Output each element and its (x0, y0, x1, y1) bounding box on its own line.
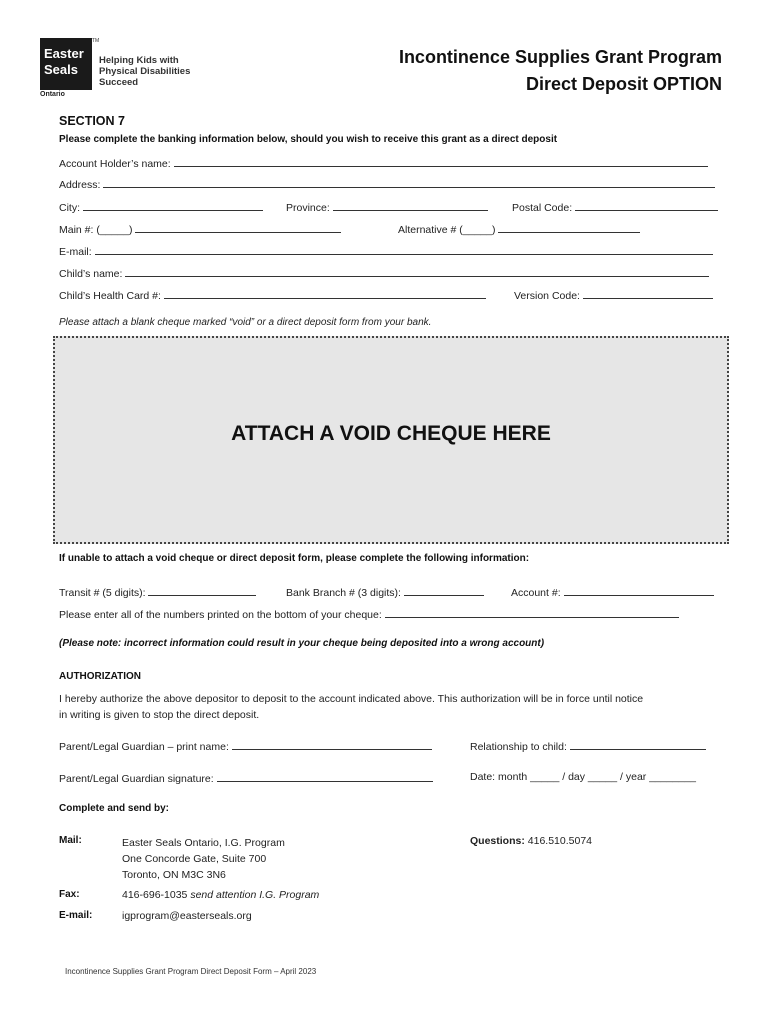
guardian-print-field[interactable] (232, 739, 432, 750)
relationship-label: Relationship to child: (470, 741, 567, 753)
unable-heading: If unable to attach a void cheque or direct deposit form, please complete the following information: (59, 553, 530, 564)
title-line-1: Incontinence Supplies Grant Program (398, 47, 722, 67)
address-row (59, 177, 715, 191)
date-field[interactable]: Date: month _____ / day _____ / year ________ (470, 771, 696, 783)
logo-tagline (99, 55, 190, 88)
branch-label: Bank Branch # (3 digits): (286, 587, 401, 599)
page-footer: Incontinence Supplies Grant Program Direct Deposit Form – April 2023 (65, 967, 317, 976)
fax-note: send attention I.G. Program (190, 889, 320, 901)
tagline-line-2: Physical Disabilities (99, 66, 191, 77)
authorization-heading: AUTHORIZATION (59, 671, 142, 682)
account-number-field[interactable] (564, 585, 714, 596)
cheque-numbers-row (59, 607, 679, 621)
account-holder-row (59, 156, 708, 170)
void-cheque-label: ATTACH A VOID CHEQUE HERE (231, 422, 551, 445)
questions-label: Questions: (470, 835, 525, 847)
postal-label: Postal Code: (512, 202, 573, 214)
void-cheque-area (53, 336, 729, 544)
transit-row (59, 585, 256, 599)
address-field[interactable] (103, 177, 715, 188)
email-label: E-mail: (59, 246, 92, 258)
cheque-numbers-label: Please enter all of the numbers printed on the bottom of your cheque: (59, 609, 382, 621)
authorization-text-1: I hereby authorize the above depositor to deposit to the account indicated above. This authorization will be in force until notice (59, 693, 644, 705)
version-code-row (514, 288, 713, 302)
guardian-sign-row (59, 771, 433, 785)
province-label: Province: (286, 202, 330, 214)
relationship-row (470, 739, 706, 753)
version-code-label: Version Code: (514, 290, 580, 302)
fax-label: Fax: (59, 889, 80, 900)
alternative-phone-label: Alternative # (_____) (398, 224, 496, 236)
branch-row (286, 585, 484, 599)
easter-seals-logo (40, 38, 92, 90)
health-card-field[interactable] (164, 288, 486, 299)
main-phone-row (59, 222, 341, 236)
authorization-text-2: in writing is given to stop the direct deposit. (59, 709, 260, 721)
child-name-label: Child’s name: (59, 268, 123, 280)
account-number-label: Account #: (511, 587, 561, 599)
send-heading: Complete and send by: (59, 803, 170, 814)
postal-field[interactable] (575, 200, 718, 211)
tagline-line-3: Succeed (99, 77, 139, 88)
warning-note: (Please note: incorrect information could result in your cheque being deposited into a wrong account) (59, 638, 545, 649)
relationship-field[interactable] (570, 739, 706, 750)
attach-note: Please attach a blank cheque marked “void” or a direct deposit form from your bank. (59, 317, 432, 328)
city-label: City: (59, 202, 80, 214)
health-card-label: Child’s Health Card #: (59, 290, 161, 302)
guardian-sign-field[interactable] (217, 771, 433, 782)
child-name-row (59, 266, 709, 280)
tagline-line-1: Helping Kids with (99, 55, 179, 66)
logo-region: Ontario (40, 91, 65, 98)
title-line-2: Direct Deposit OPTION (525, 74, 722, 94)
mail-line-2: One Concorde Gate, Suite 700 (122, 853, 267, 865)
section-heading: SECTION 7 (59, 114, 125, 128)
child-name-field[interactable] (125, 266, 709, 277)
email-contact-value[interactable]: igprogram@easterseals.org (122, 910, 252, 922)
email-contact-label: E-mail: (59, 910, 93, 921)
page-title (399, 44, 722, 98)
mail-label: Mail: (59, 835, 82, 846)
fax-row (122, 889, 319, 901)
transit-label: Transit # (5 digits): (59, 587, 146, 599)
alternative-phone-field[interactable] (498, 222, 640, 233)
health-card-row (59, 288, 486, 302)
postal-row (512, 200, 718, 214)
account-holder-field[interactable] (174, 156, 708, 167)
branch-field[interactable] (404, 585, 484, 596)
address-label: Address: (59, 179, 101, 191)
city-field[interactable] (83, 200, 263, 211)
alternative-phone-row (398, 222, 640, 236)
account-holder-label: Account Holder’s name: (59, 158, 171, 170)
section-instruction: Please complete the banking information below, should you wish to receive this grant as a direct deposit (59, 134, 558, 145)
transit-field[interactable] (148, 585, 256, 596)
cheque-numbers-field[interactable] (385, 607, 679, 618)
guardian-print-label: Parent/Legal Guardian – print name: (59, 741, 229, 753)
mail-line-1: Easter Seals Ontario, I.G. Program (122, 837, 285, 849)
email-field[interactable] (95, 244, 713, 255)
main-phone-label: Main #: (_____) (59, 224, 133, 236)
logo-word-easter: Easter (44, 46, 84, 61)
province-field[interactable] (333, 200, 488, 211)
version-code-field[interactable] (583, 288, 713, 299)
logo-word-seals: Seals (44, 62, 78, 77)
province-row (286, 200, 488, 214)
questions-phone: 416.510.5074 (527, 835, 592, 847)
fax-number: 416-696-1035 (122, 889, 188, 901)
trademark: TM (92, 38, 100, 44)
guardian-sign-label: Parent/Legal Guardian signature: (59, 773, 214, 785)
questions-row (470, 835, 592, 847)
guardian-print-row (59, 739, 432, 753)
account-number-row (511, 585, 714, 599)
city-row (59, 200, 263, 214)
email-row (59, 244, 713, 258)
mail-address (122, 835, 285, 883)
mail-line-3: Toronto, ON M3C 3N6 (122, 869, 226, 881)
main-phone-field[interactable] (135, 222, 341, 233)
